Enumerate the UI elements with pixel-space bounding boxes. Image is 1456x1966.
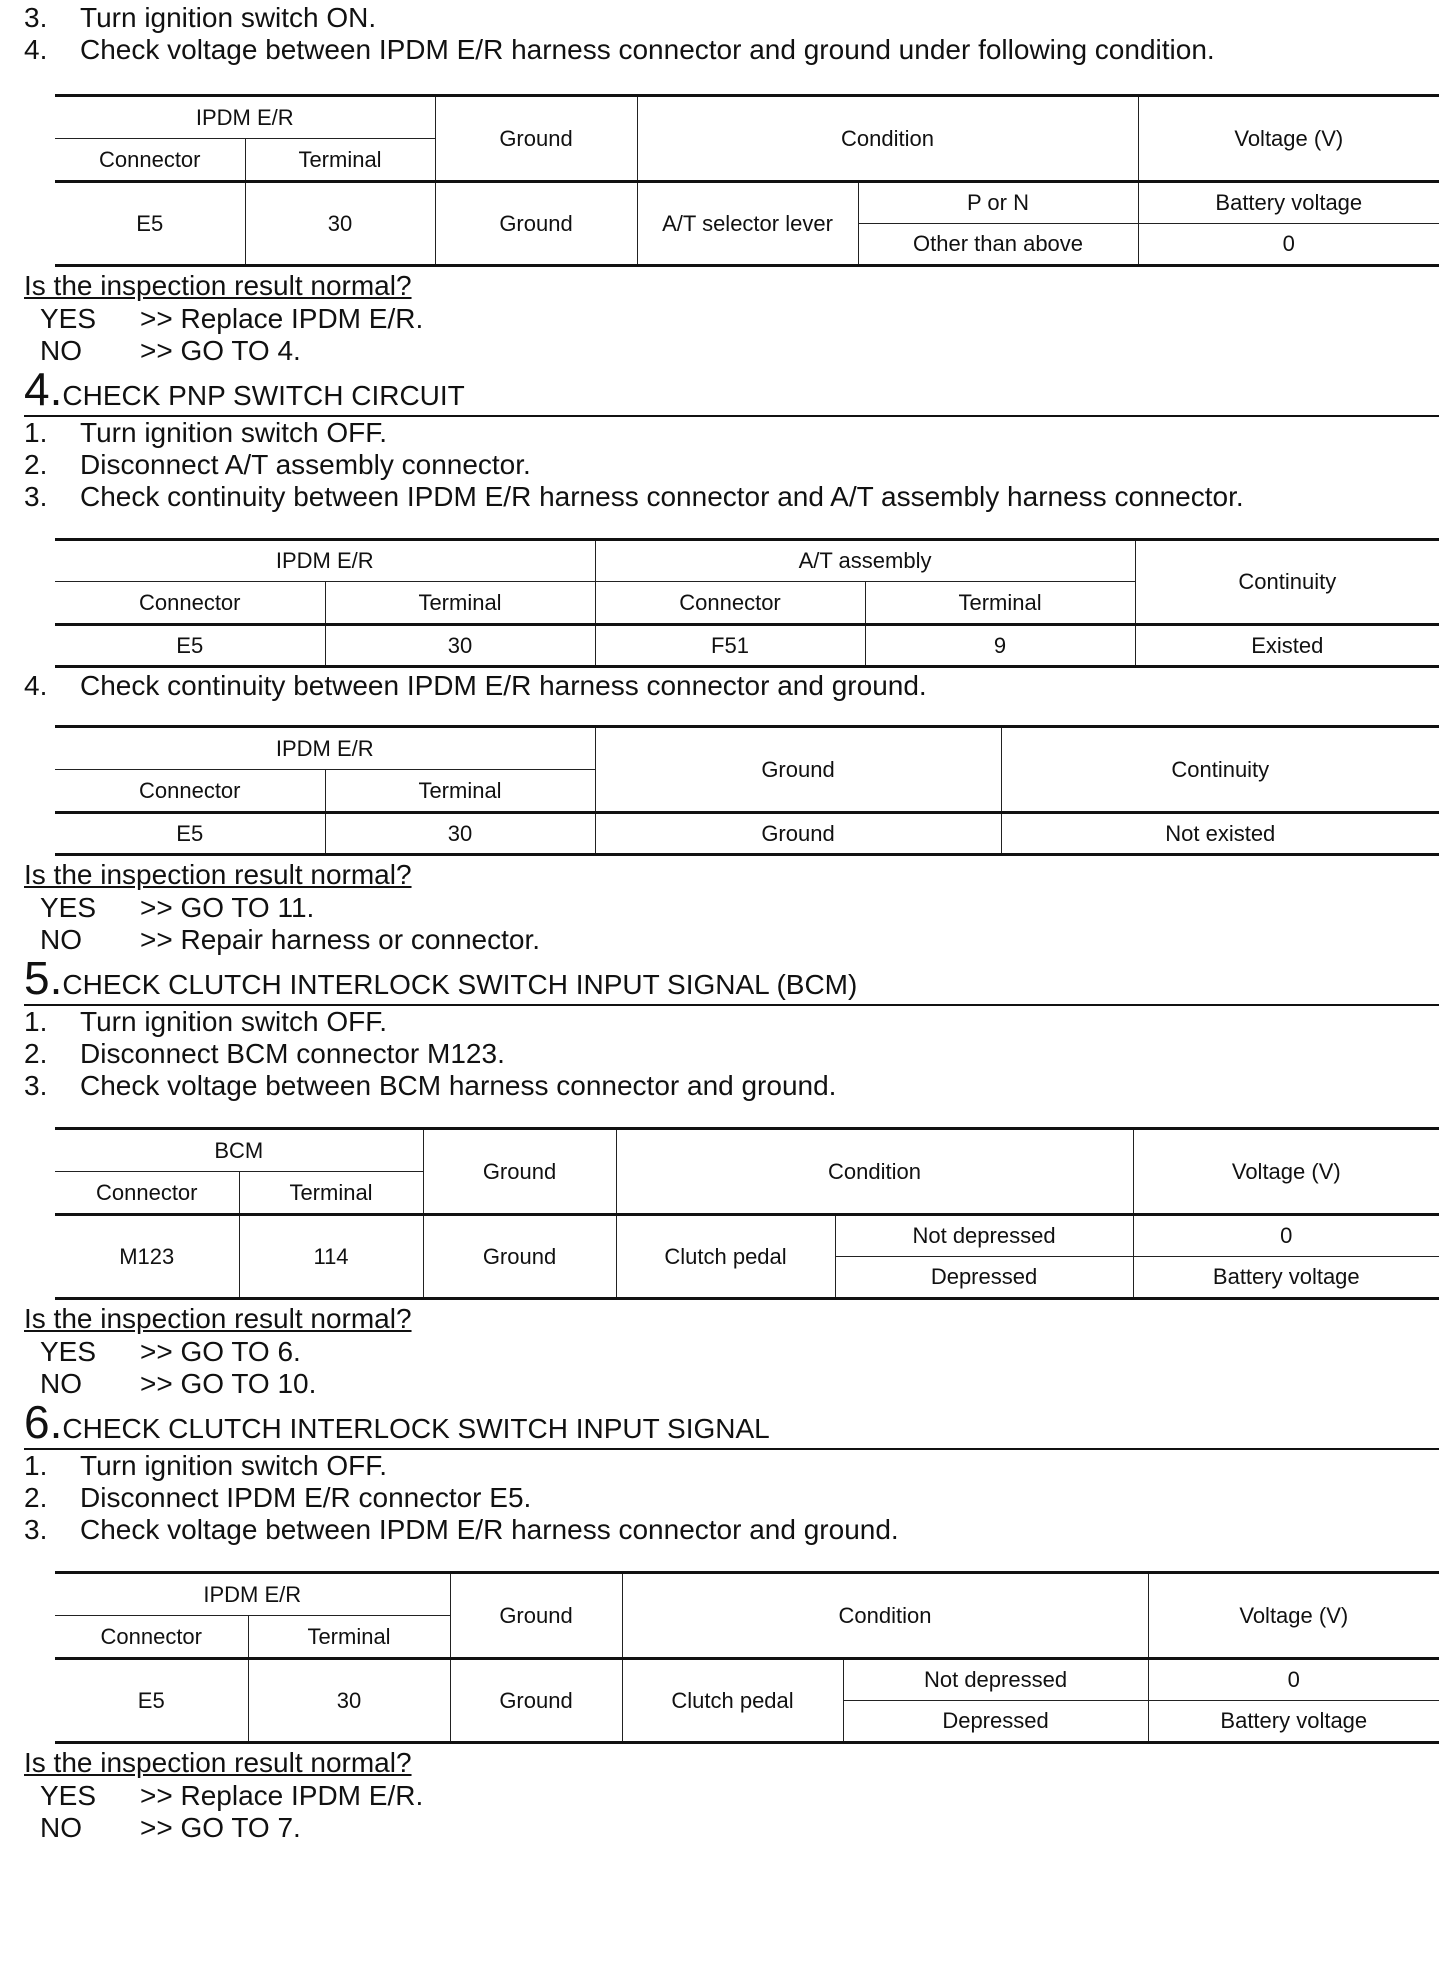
condition-cell: Not depressed <box>835 1215 1133 1257</box>
connector-cell: E5 <box>55 813 325 855</box>
voltage-header: Voltage (V) <box>1138 96 1439 182</box>
continuity-table <box>55 538 1439 668</box>
condition-label-cell: A/T selector lever <box>637 182 858 266</box>
condition-cell: Depressed <box>843 1701 1148 1743</box>
condition-cell: P or N <box>858 182 1138 224</box>
connector-header: Connector <box>55 582 325 625</box>
voltage-cell: Battery voltage <box>1138 182 1439 224</box>
voltage-header: Voltage (V) <box>1133 1129 1439 1215</box>
inspection-question: Is the inspection result normal? <box>24 270 412 301</box>
voltage-cell: Battery voltage <box>1148 1701 1439 1743</box>
section-number: 6. <box>24 1396 63 1448</box>
voltage-cell: 0 <box>1148 1659 1439 1701</box>
terminal-header: Terminal <box>325 582 595 625</box>
step-item: 3. Check voltage between IPDM E/R harness connector and ground. <box>24 1514 899 1545</box>
step-item: 2. Disconnect A/T assembly connector. <box>24 449 531 480</box>
continuity-header: Continuity <box>1135 540 1439 625</box>
top-steps <box>24 2 1439 66</box>
section-header <box>24 1396 1439 1450</box>
group-header: IPDM E/R <box>55 540 595 582</box>
ground-continuity-table <box>55 725 1439 856</box>
condition-label-cell: Clutch pedal <box>616 1215 835 1299</box>
inspection-answers <box>40 892 1439 956</box>
ground-cell: Ground <box>595 813 1001 855</box>
answer-no: NO >> GO TO 10. <box>40 1368 317 1399</box>
terminal-cell: 30 <box>325 813 595 855</box>
connector-cell: E5 <box>55 625 325 667</box>
terminal-cell: 30 <box>248 1659 450 1743</box>
section-title: CHECK CLUTCH INTERLOCK SWITCH INPUT SIGNAL <box>62 1413 770 1444</box>
connector-header: Connector <box>55 139 245 182</box>
section-steps <box>24 670 1439 702</box>
terminal-cell: 114 <box>239 1215 423 1299</box>
step-item: 1. Turn ignition switch OFF. <box>24 417 388 448</box>
step-item: 2. Disconnect IPDM E/R connector E5. <box>24 1482 532 1513</box>
inspection-question: Is the inspection result normal? <box>24 1303 412 1334</box>
condition-cell: Other than above <box>858 224 1138 266</box>
connector-cell: F51 <box>595 625 865 667</box>
inspection-answers <box>40 1780 1439 1844</box>
condition-cell: Depressed <box>835 1257 1133 1299</box>
connector-header: Connector <box>595 582 865 625</box>
condition-cell: Not depressed <box>843 1659 1148 1701</box>
terminal-cell: 30 <box>245 182 435 266</box>
step-item: 2. Disconnect BCM connector M123. <box>24 1038 505 1069</box>
continuity-cell: Existed <box>1135 625 1439 667</box>
connector-cell: E5 <box>55 182 245 266</box>
voltage-cell: 0 <box>1138 224 1439 266</box>
inspection-question: Is the inspection result normal? <box>24 1747 412 1778</box>
answer-no: NO >> Repair harness or connector. <box>40 924 541 955</box>
step-item: 1. Turn ignition switch OFF. <box>24 1006 388 1037</box>
step-item: 4. Check continuity between IPDM E/R harness connector and ground. <box>24 670 927 701</box>
condition-header: Condition <box>622 1573 1148 1659</box>
connector-header: Connector <box>55 770 325 813</box>
section-header <box>24 952 1439 1006</box>
group-header: A/T assembly <box>595 540 1135 582</box>
step-item: 4. Check voltage between IPDM E/R harness connector and ground under following condition. <box>24 34 1215 65</box>
connector-cell: M123 <box>55 1215 239 1299</box>
connector-header: Connector <box>55 1172 239 1215</box>
connector-cell: E5 <box>55 1659 248 1743</box>
answer-yes: YES >> Replace IPDM E/R. <box>40 303 424 334</box>
section-steps <box>24 1450 1439 1546</box>
group-header: IPDM E/R <box>55 727 595 770</box>
voltage-cell: 0 <box>1133 1215 1439 1257</box>
condition-header: Condition <box>637 96 1138 182</box>
ipdm-voltage-table <box>55 94 1439 267</box>
section-steps <box>24 1006 1439 1102</box>
terminal-header: Terminal <box>325 770 595 813</box>
section-steps <box>24 417 1439 513</box>
section-header <box>24 363 1439 417</box>
ipdm-clutch-voltage-table <box>55 1571 1439 1744</box>
answer-yes: YES >> Replace IPDM E/R. <box>40 1780 424 1811</box>
continuity-header: Continuity <box>1001 727 1439 813</box>
group-header: IPDM E/R <box>55 1573 450 1616</box>
terminal-header: Terminal <box>245 139 435 182</box>
step-item: 3. Turn ignition switch ON. <box>24 2 377 33</box>
ground-header: Ground <box>450 1573 622 1659</box>
inspection-answers <box>40 1336 1439 1400</box>
terminal-header: Terminal <box>239 1172 423 1215</box>
voltage-cell: Battery voltage <box>1133 1257 1439 1299</box>
inspection-answers <box>40 303 1439 367</box>
group-header: BCM <box>55 1129 423 1172</box>
terminal-header: Terminal <box>248 1616 450 1659</box>
step-item: 3. Check voltage between BCM harness connector and ground. <box>24 1070 837 1101</box>
answer-yes: YES >> GO TO 6. <box>40 1336 301 1367</box>
ground-cell: Ground <box>423 1215 616 1299</box>
step-item: 1. Turn ignition switch OFF. <box>24 1450 388 1481</box>
bcm-voltage-table <box>55 1127 1439 1300</box>
inspection-question: Is the inspection result normal? <box>24 859 412 890</box>
ground-cell: Ground <box>435 182 637 266</box>
voltage-header: Voltage (V) <box>1148 1573 1439 1659</box>
condition-header: Condition <box>616 1129 1133 1215</box>
answer-yes: YES >> GO TO 11. <box>40 892 315 923</box>
ground-header: Ground <box>595 727 1001 813</box>
continuity-cell: Not existed <box>1001 813 1439 855</box>
document-page <box>24 0 1439 1844</box>
step-item: 3. Check continuity between IPDM E/R harness connector and A/T assembly harness connector. <box>24 481 1244 512</box>
answer-no: NO >> GO TO 4. <box>40 335 301 366</box>
terminal-header: Terminal <box>865 582 1135 625</box>
connector-header: Connector <box>55 1616 248 1659</box>
ground-header: Ground <box>435 96 637 182</box>
answer-no: NO >> GO TO 7. <box>40 1812 301 1843</box>
terminal-cell: 9 <box>865 625 1135 667</box>
ground-cell: Ground <box>450 1659 622 1743</box>
group-header: IPDM E/R <box>55 96 435 139</box>
section-title: CHECK CLUTCH INTERLOCK SWITCH INPUT SIGNAL (BCM) <box>62 969 858 1000</box>
section-title: CHECK PNP SWITCH CIRCUIT <box>62 380 465 411</box>
terminal-cell: 30 <box>325 625 595 667</box>
section-number: 4. <box>24 363 63 415</box>
section-number: 5. <box>24 952 63 1004</box>
condition-label-cell: Clutch pedal <box>622 1659 843 1743</box>
ground-header: Ground <box>423 1129 616 1215</box>
